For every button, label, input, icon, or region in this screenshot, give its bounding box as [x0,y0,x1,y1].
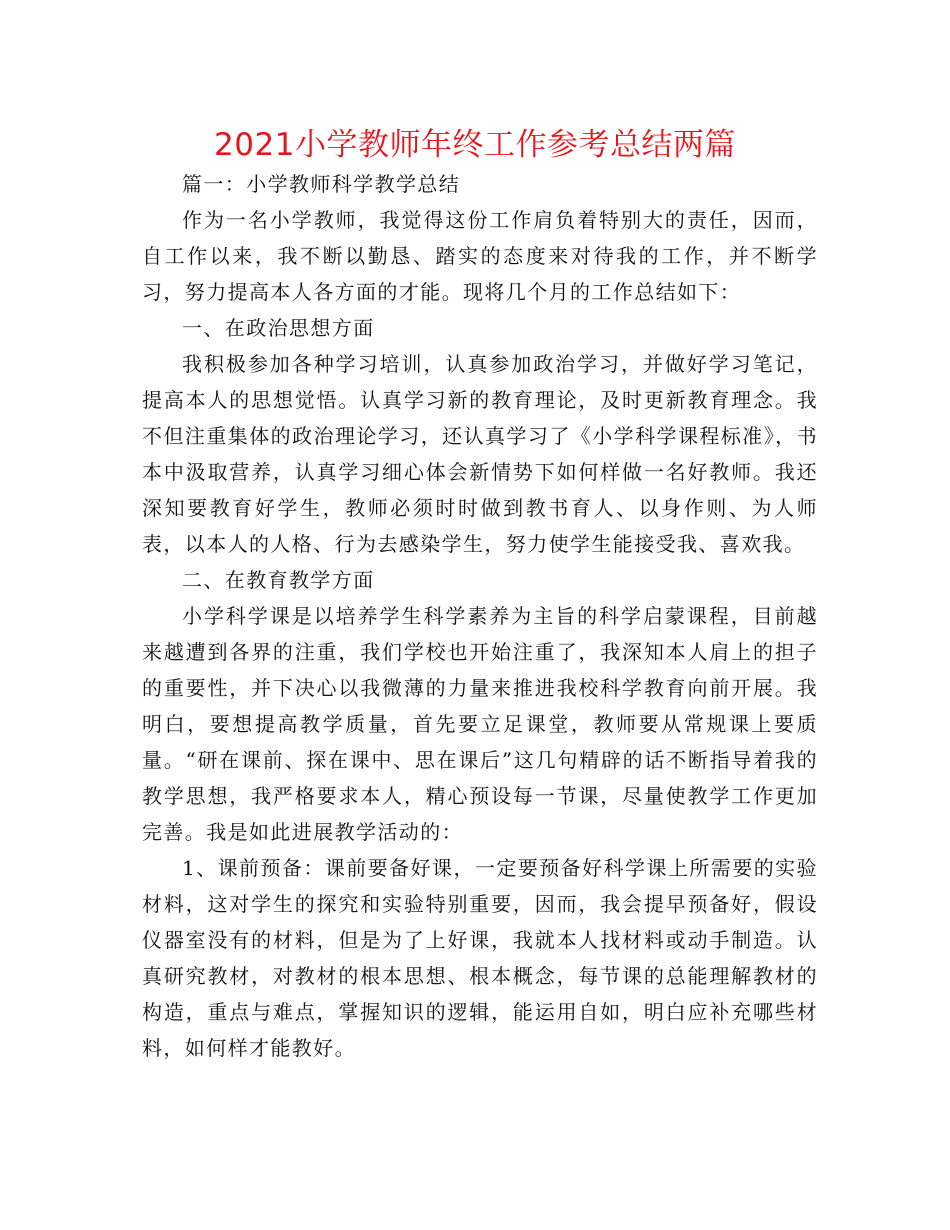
document-title: 2021小学教师年终工作参考总结两篇 [214,127,736,163]
section-heading-political: 一、在政治思想方面 [182,316,375,340]
document-body [142,166,818,1066]
preparation-paragraph: 1、课前预备：课前要备好课，一定要预备好科学课上所需要的实验材料，这对学生的探究和实验特别重要，因而，我会提早预备好，假设仪器室没有的材料，但是为了上好课，我就本人找材料或动手制造。认真研究教材，对教材的根本思想、根本概念，每节课的总能理解教材的构造，重点与难点，掌握知识的逻辑，能运用自如，明白应补充哪些材料，如何样才能教好。 [142,856,818,1060]
teaching-paragraph: 小学科学课是以培养学生科学素养为主旨的科学启蒙课程，目前越来越遭到各界的注重，我们学校也开始注重了，我深知本人肩上的担子的重要性，并下决心以我微薄的力量来推进我校科学教育向前开展。我明白，要想提高教学质量，首先要立足课堂，教师要从常规课上要质量。“研在课前、探在课中、思在课后”这几句精辟的话不断指导着我的教学思想，我严格要求本人，精心预设每一节课，尽量使教学工作更加完善。我是如此进展教学活动的： [142,604,818,844]
political-paragraph: 我积极参加各种学习培训，认真参加政治学习，并做好学习笔记，提高本人的思想觉悟。认真学习新的教育理论，及时更新教育理念。我不但注重集体的政治理论学习，还认真学习了《小学科学课程标准》，书本中汲取营养，认真学习细心体会新情势下如何样做一名好教师。我还深知要教育好学生，教师必须时时做到教书育人、以身作则、为人师表，以本人的人格、行为去感染学生，努力使学生能接受我、喜欢我。 [142,352,818,556]
intro-paragraph: 作为一名小学教师，我觉得这份工作肩负着特别大的责任，因而，自工作以来，我不断以勤恳、踏实的态度来对待我的工作，并不断学习，努力提高本人各方面的才能。现将几个月的工作总结如下： [142,208,818,304]
section-heading-part-one: 篇一：小学教师科学教学总结 [182,172,461,196]
section-heading-teaching: 二、在教育教学方面 [182,568,375,592]
